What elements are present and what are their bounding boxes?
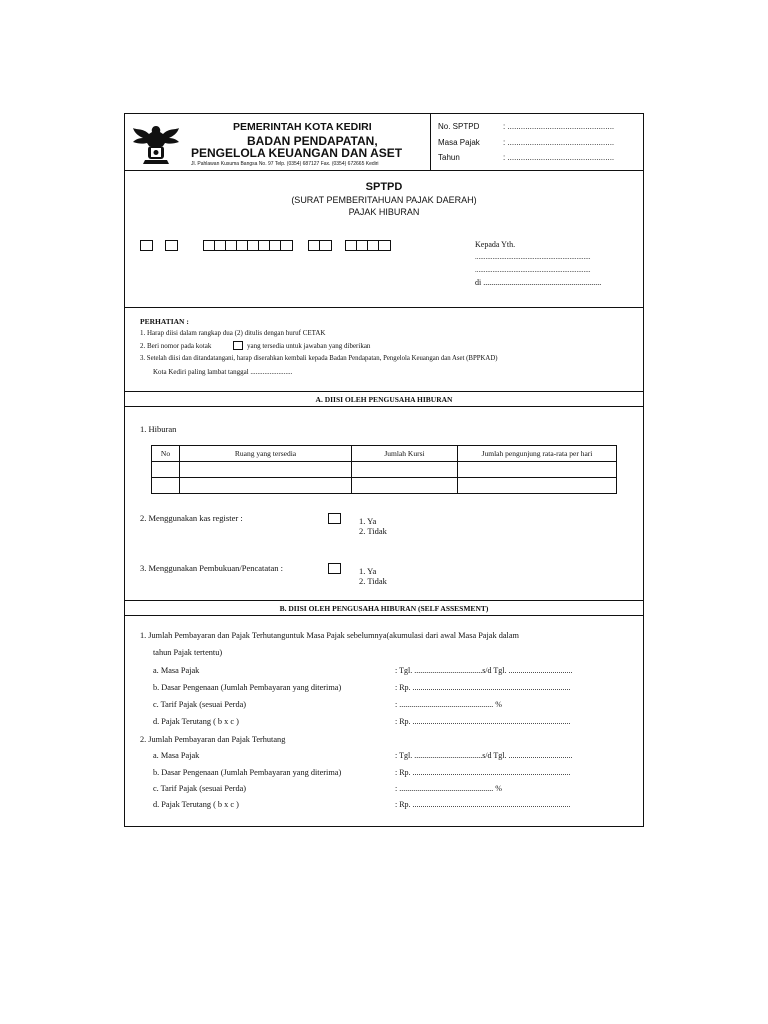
divider: [125, 600, 643, 601]
q1-hiburan: 1. Hiburan: [140, 424, 177, 434]
kas-register-checkbox[interactable]: [328, 513, 341, 524]
divider: [125, 406, 643, 407]
table-header-ruang: Ruang yang tersedia: [180, 446, 352, 462]
recipient-line-1[interactable]: ..................................................................: [475, 253, 591, 261]
b-q1-masa-pajak-label: a. Masa Pajak: [153, 666, 200, 675]
notice-item-1: 1. Harap diisi dalam rangkap dua (2) ditulis dengan huruf CETAK: [140, 329, 326, 337]
table-header-no: No: [152, 446, 180, 462]
q3-option-tidak: 2. Tidak: [359, 576, 387, 586]
b-q1-pajak-terutang-label: d. Pajak Terutang ( b x c ): [153, 717, 239, 726]
pembukuan-checkbox[interactable]: [328, 563, 341, 574]
recipient-label: Kepada Yth.: [475, 240, 516, 249]
b-q2-pajak-terutang-label: d. Pajak Terutang ( b x c ): [153, 800, 239, 809]
table-row[interactable]: [152, 462, 617, 478]
meta-tahun-label: Tahun: [438, 153, 460, 162]
b-q2-dasar-pengenaan-value[interactable]: : Rp. ...............................................................................: [395, 768, 571, 777]
divider: [125, 170, 643, 171]
notice-item-3-cont: Kota Kediri paling lambat tanggal ........................: [153, 368, 293, 376]
q3-pembukuan: 3. Menggunakan Pembukuan/Pencatatan :: [140, 563, 284, 573]
b-q2-dasar-pengenaan-label: b. Dasar Pengenaan (Jumlah Pembayaran yang diterima): [153, 768, 342, 777]
section-b-heading: B. DIISI OLEH PENGUSAHA HIBURAN (SELF ASSESMENT): [279, 604, 489, 613]
meta-masa-pajak-value: : ................................................: [503, 138, 615, 147]
notice-heading: PERHATIAN :: [140, 317, 189, 326]
divider: [125, 391, 643, 392]
b-q1-tarif-pajak-label: c. Tarif Pajak (sesuai Perda): [153, 700, 247, 709]
table-header-pengunjung: Jumlah pengunjung rata-rata per hari: [458, 446, 617, 462]
b-q1-masa-pajak-value[interactable]: : Tgl. ..................................s/d Tgl. ................................: [395, 666, 573, 675]
b-q2-tarif-pajak-label: c. Tarif Pajak (sesuai Perda): [153, 784, 247, 793]
b-q2-pajak-terutang-value[interactable]: : Rp. ...............................................................................: [395, 800, 571, 809]
agency-line-2: PENGELOLA KEUANGAN DAN ASET: [191, 146, 403, 160]
b-q2-heading: 2. Jumlah Pembayaran dan Pajak Terhutang: [140, 735, 286, 744]
meta-tahun-value: : ................................................: [503, 153, 615, 162]
table-row[interactable]: [152, 478, 617, 494]
q2-kas-register: 2. Menggunakan kas register :: [140, 513, 243, 523]
example-box: [233, 341, 243, 350]
code-box-group[interactable]: [203, 240, 293, 251]
table-header-row: [152, 446, 617, 462]
b-q2-tarif-pajak-value[interactable]: : ............................................... %: [395, 784, 502, 793]
b-q1-tarif-pajak-value[interactable]: : ............................................... %: [395, 700, 502, 709]
recipient-line-2[interactable]: ..................................................................: [475, 266, 591, 274]
b-q2-masa-pajak-value[interactable]: : Tgl. ..................................s/d Tgl. ................................: [395, 751, 573, 760]
divider: [125, 307, 643, 308]
agency-line-1: BADAN PENDAPATAN,: [247, 134, 378, 148]
b-q1-pajak-terutang-value[interactable]: : Rp. ...............................................................................: [395, 717, 571, 726]
coat-of-arms-emblem: [131, 120, 181, 168]
code-box[interactable]: [165, 240, 178, 251]
gov-line: PEMERINTAH KOTA KEDIRI: [233, 121, 372, 133]
form-subtitle: (SURAT PEMBERITAHUAN PAJAK DAERAH): [291, 195, 477, 205]
form-type: PAJAK HIBURAN: [348, 207, 420, 217]
meta-no-sptpd-label: No. SPTPD: [438, 122, 480, 131]
meta-no-sptpd-value: : ................................................: [503, 122, 615, 131]
b-q1-line-2: tahun Pajak tertentu): [153, 648, 223, 657]
b-q1-line-1: 1. Jumlah Pembayaran dan Pajak Terhutanguntuk Masa Pajak sebelumnya(akumulasi dari awal Masa Pajak dalam: [140, 631, 519, 640]
meta-masa-pajak-label: Masa Pajak: [438, 138, 480, 147]
q3-option-ya: 1. Ya: [359, 566, 377, 576]
notice-item-2: 2. Beri nomor pada kotak: [140, 342, 212, 350]
notice-item-2-tail: yang tersedia untuk jawaban yang diberikan: [247, 342, 371, 350]
hiburan-table: [151, 445, 617, 494]
b-q2-masa-pajak-label: a. Masa Pajak: [153, 751, 200, 760]
q2-option-ya: 1. Ya: [359, 516, 377, 526]
b-q1-dasar-pengenaan-label: b. Dasar Pengenaan (Jumlah Pembayaran yang diterima): [153, 683, 342, 692]
notice-item-3: 3. Setelah diisi dan ditandatangani, harap diserahkan kembali kepada Badan Pendapatan, Pengelola Keuangan dan Aset (BPPKAD): [140, 355, 498, 362]
sptpd-form: [124, 113, 644, 827]
divider: [125, 615, 643, 616]
code-box-group[interactable]: [345, 240, 391, 251]
code-box[interactable]: [140, 240, 153, 251]
code-box-group[interactable]: [308, 240, 332, 251]
b-q1-dasar-pengenaan-value[interactable]: : Rp. ...............................................................................: [395, 683, 571, 692]
header-divider: [430, 114, 431, 170]
recipient-di[interactable]: di ...........................................................: [475, 278, 602, 287]
q2-option-tidak: 2. Tidak: [359, 526, 387, 536]
agency-address: Jl. Pahlawan Kusuma Bangsa No. 97 Telp. (0354) 687127 Fax. (0354) 672665 Kediri: [191, 161, 379, 167]
table-header-kursi: Jumlah Kursi: [352, 446, 458, 462]
form-title: SPTPD: [365, 181, 403, 193]
section-a-heading: A. DIISI OLEH PENGUSAHA HIBURAN: [315, 395, 453, 404]
